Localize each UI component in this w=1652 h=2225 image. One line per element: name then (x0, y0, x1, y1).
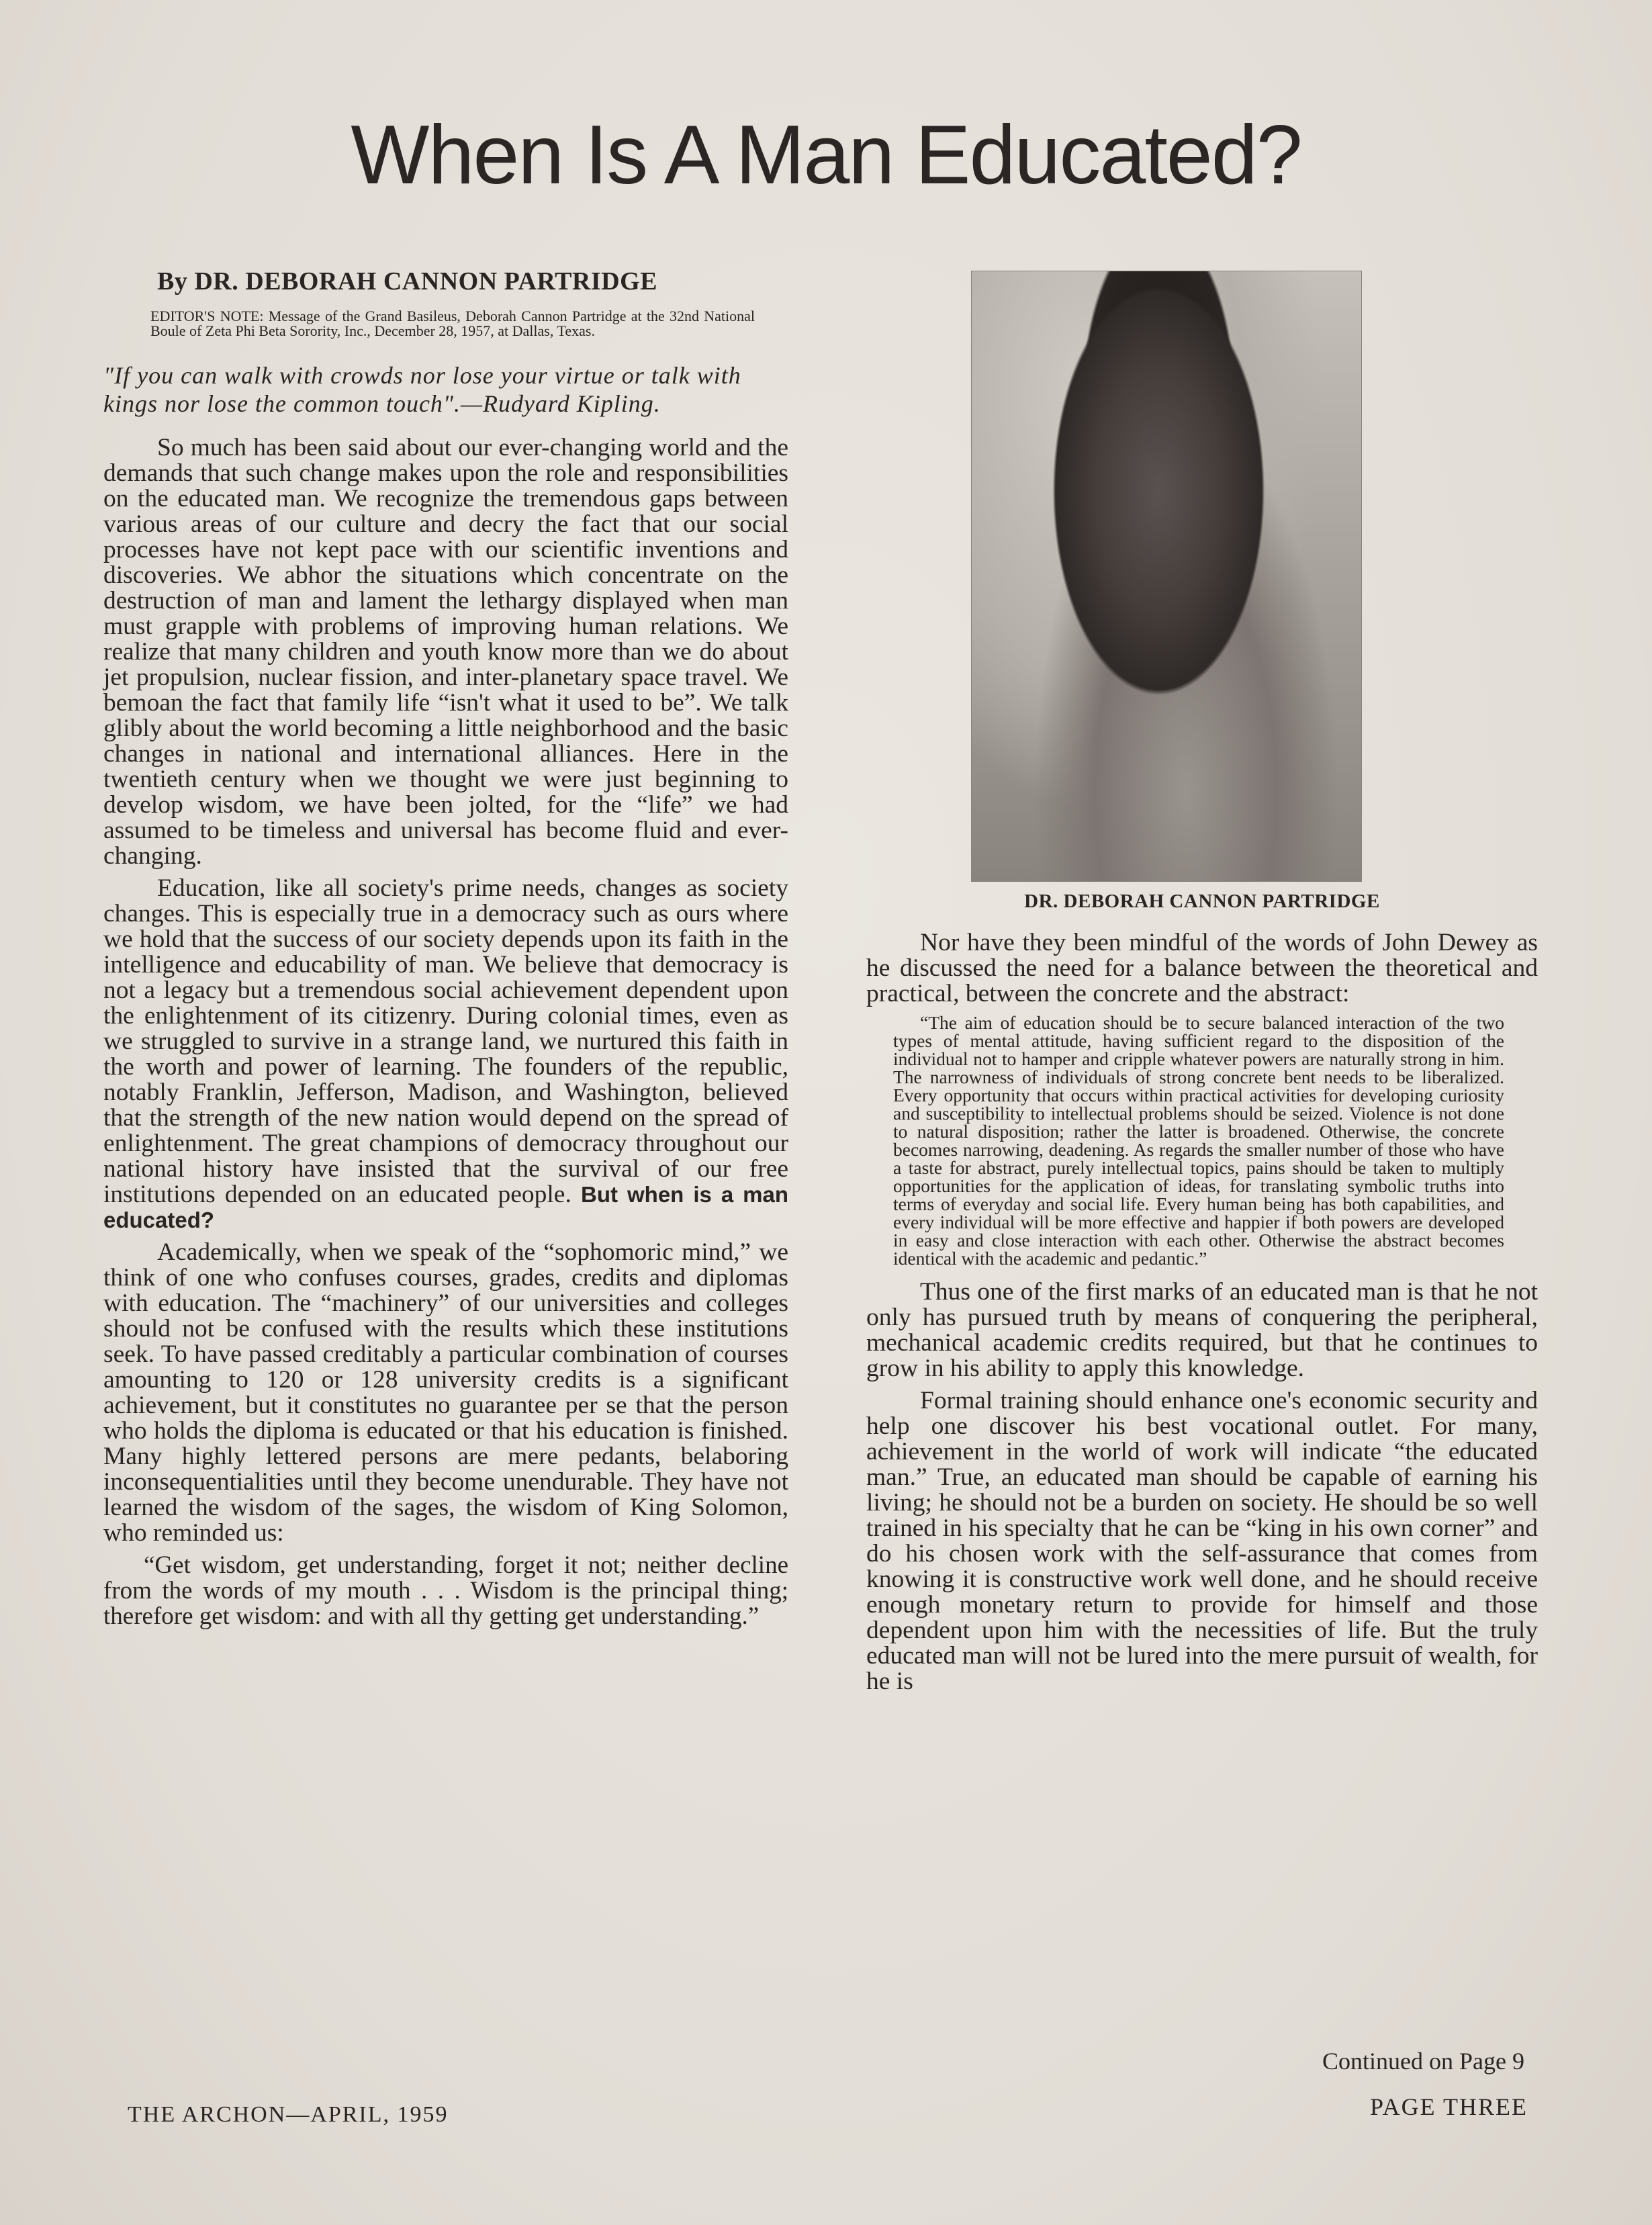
paragraph-democracy (103, 876, 788, 1233)
paragraph-democracy-text: Education, like all society's prime needs, changes as society changes. This is especially true in a democracy such as ours where we hold that the success of our society depends upon its faith in the intelligence and educability of man. We believe that democracy is not a legacy but a tremendous social achievement dependent upon the enlightenment of its citizenry. During colonial times, even as we struggled to survive in a strange land, we nurtured this faith in the worth and power of learning. The founders of the republic, notably Franklin, Jefferson, Madison, and Washington, believed that the strength of the new nation would depend on the spread of enlightenment. The great champions of democracy throughout our national history have insisted that the survival of our free institutions depended on an educated people. (103, 874, 788, 1208)
paragraph-intro: So much has been said about our ever-changing world and the demands that such change makes upon the role and responsibilities on the educated man. We recognize the tremendous gaps between various areas of our culture and decry the fact that our social processes have not kept pace with our scientific inventions and discoveries. We abhor the situations which concentrate on the destruction of man and lament the lethargy displayed when man must grapple with problems of improving human relations. We realize that many children and youth know more than we do about jet propulsion, nuclear fission, and inter-planetary space travel. We bemoan the fact that family life “isn't what it used to be”. We talk glibly about the world becoming a little neighborhood and the basic changes in national and international alliances. Here in the twentieth century when we thought we were just beginning to develop wisdom, we have been jolted, for the “life” we had assumed to be timeless and universal has become fluid and ever-changing. (103, 434, 788, 870)
paragraph-marks: Thus one of the first marks of an educated man is that he not only has pursued truth by means of conquering the peripheral, mechanical academic credits required, but that he continues to grow in his ability to apply this knowledge. (866, 1278, 1538, 1382)
epigraph: "If you can walk with crowds nor lose your virtue or talk with kings nor lose the common touch".—Rudyard Kipling. (103, 362, 741, 417)
paragraph-academic: Academically, when we speak of the “sophomoric mind,” we think of one who confuses courses, grades, credits and diplomas with education. The “machinery” of our universities and colleges should not be confused with the results which these institutions seek. To have passed creditably a particular combination of courses amounting to 120 or 128 university credits is a significant achievement, but it constitutes no guarantee per se that the person who holds the diploma is educated or that his education is finished. Many highly lettered persons are mere pedants, belaboring inconsequentialities until they become unendurable. They have not learned the wisdom of the sages, the wisdom of King Solomon, who reminded us: (103, 1238, 788, 1547)
paragraph-formal-training: Formal training should enhance one's economic security and help one discover his best vocational outlet. For many, achievement in the world of work will indicate “the educated man.” True, an educated man should be capable of earning his living; he should not be a burden on society. He should be so well trained in his specialty that he can be “king in his own corner” and do his chosen work with the self-assurance that comes from knowing it is constructive work well done, and he should receive enough monetary return to provide for himself and those dependent upon him with the necessities of life. But the truly educated man will not be lured into the mere pursuit of wealth, for he is (866, 1387, 1538, 1695)
editor-note: EDITOR'S NOTE: Message of the Grand Basileus, Deborah Cannon Partridge at the 32nd National Boule of Zeta Phi Beta Sorority, Inc., December 28, 1957, at Dallas, Texas. (150, 308, 755, 339)
portrait-photo (971, 271, 1361, 880)
portrait-image (971, 271, 1362, 882)
left-column (103, 269, 788, 1629)
continued-note: Continued on Page 9 (1322, 2048, 1524, 2075)
dewey-quote: “The aim of education should be to secure balanced interaction of the two types of mental attitude, having sufficient regard to the disposition of the individual not to hamper and cripple whatever powers are naturally strong in him. The narrowness of individuals of strong concrete bent needs to be liberalized. Every opportunity that occurs within practical activities for developing curiosity and susceptibility to intellectual problems should be seized. Violence is not done to natural disposition; rather the latter is broadened. Otherwise, the concrete becomes narrowing, deadening. As regards the smaller number of those who have a taste for abstract, purely intellectual topics, pains should be taken to multiply opportunities for the application of ideas, for translating symbolic truths into terms of everyday and social life. Every human being has both capabilities, and every individual will be more effective and happier if both powers are developed in easy and close interaction with each other. Otherwise the abstract becomes identical with the academic and pedantic.” (893, 1012, 1504, 1269)
bold-question: But when is a man educated? (103, 1182, 789, 1232)
page-title: When Is A Man Educated? (351, 109, 1301, 201)
photo-caption: DR. DEBORAH CANNON PARTRIDGE (1024, 891, 1380, 912)
solomon-quote: “Get wisdom, get understanding, forget it not; neither decline from the words of my mouth . . . Wisdom is the principal thing; therefore get wisdom: and with all thy getting get understanding.” (103, 1551, 788, 1630)
footer-page-number: PAGE THREE (1369, 2093, 1528, 2120)
paragraph-dewey-intro: Nor have they been mindful of the words of John Dewey as he discussed the need for a balance between the theoretical and practical, between the concrete and the abstract: (866, 929, 1538, 1007)
byline: By DR. DEBORAH CANNON PARTRIDGE (157, 267, 657, 296)
footer-publication: THE ARCHON—APRIL, 1959 (128, 2102, 449, 2127)
right-column (866, 930, 1538, 1701)
